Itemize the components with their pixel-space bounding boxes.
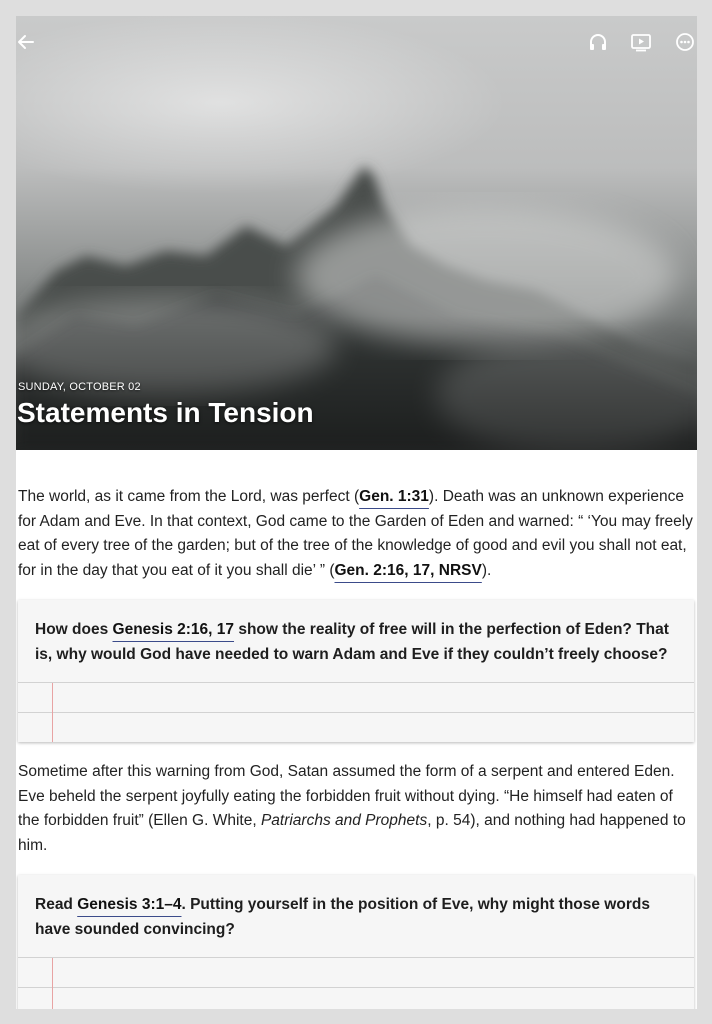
paragraph-2-text: , p. 54), and nothing had happened to him. — [18, 812, 686, 854]
lesson-date: SUNDAY, OCTOBER 02 — [18, 381, 141, 393]
play-video-icon — [629, 30, 653, 54]
video-button[interactable] — [629, 30, 653, 54]
question-card-1 — [18, 600, 694, 742]
headphones-icon — [586, 30, 610, 54]
paragraph-1-text: ). — [481, 561, 492, 579]
audio-button[interactable] — [586, 30, 610, 54]
bible-reference-link[interactable]: Genesis 2:16, 17 — [112, 621, 235, 638]
bible-reference-link[interactable]: Genesis 3:1–4 — [77, 896, 182, 913]
answer-notes-field-1[interactable] — [18, 682, 694, 742]
back-button[interactable] — [16, 30, 38, 54]
lesson-page — [16, 16, 697, 1009]
question-2-text-part: Read — [35, 896, 78, 913]
arrow-left-icon — [16, 30, 38, 54]
question-card-2 — [18, 875, 694, 1009]
question-2-text-part: . Putting yourself in the position of Eve, why might those words have sounded convincing? — [35, 896, 650, 938]
question-1-text-part: show the reality of free will in the perfection of Eden? That is, why would God have needed to warn Adam and Eve if they couldn’t freely choose? — [35, 621, 669, 663]
paragraph-1-text: The world, as it came from the Lord, was perfect ( — [18, 488, 360, 505]
question-2-text — [18, 875, 694, 942]
notes-margin-line — [52, 958, 53, 1009]
paragraph-1-text: ). Death was an unknown experience for Adam and Eve. In that context, God came to the Garden of Eden and warned: “ ‘You may freely eat of every tree of the garden; but of the tree of the knowledge of good and evil you shall not eat, for in the day that you eat of it you shall die’ ” ( — [18, 488, 693, 579]
bible-reference-link[interactable]: Gen. 1:31 — [359, 488, 429, 505]
answer-notes-field-2[interactable] — [18, 957, 694, 1009]
top-toolbar — [16, 16, 697, 72]
bible-reference-link[interactable]: Gen. 2:16, 17, NRSV — [334, 561, 482, 579]
paragraph-2 — [18, 760, 694, 858]
notes-margin-line — [52, 683, 53, 742]
paragraph-1 — [18, 485, 694, 583]
hero-banner — [16, 16, 697, 450]
question-1-text-part: How does — [35, 621, 113, 638]
more-options-button[interactable] — [673, 30, 697, 54]
more-options-icon — [673, 30, 697, 54]
paragraph-2-text: Sometime after this warning from God, Satan assumed the form of a serpent and entered Eden. Eve beheld the serpent joyfully eating the forbidden fruit without dying. “He himself had eaten of the forbidden fruit” (Ellen G. White, — [18, 763, 675, 829]
lesson-title: Statements in Tension — [17, 397, 314, 428]
question-1-text — [18, 600, 694, 667]
book-title: Patriarchs and Prophets — [260, 812, 428, 829]
